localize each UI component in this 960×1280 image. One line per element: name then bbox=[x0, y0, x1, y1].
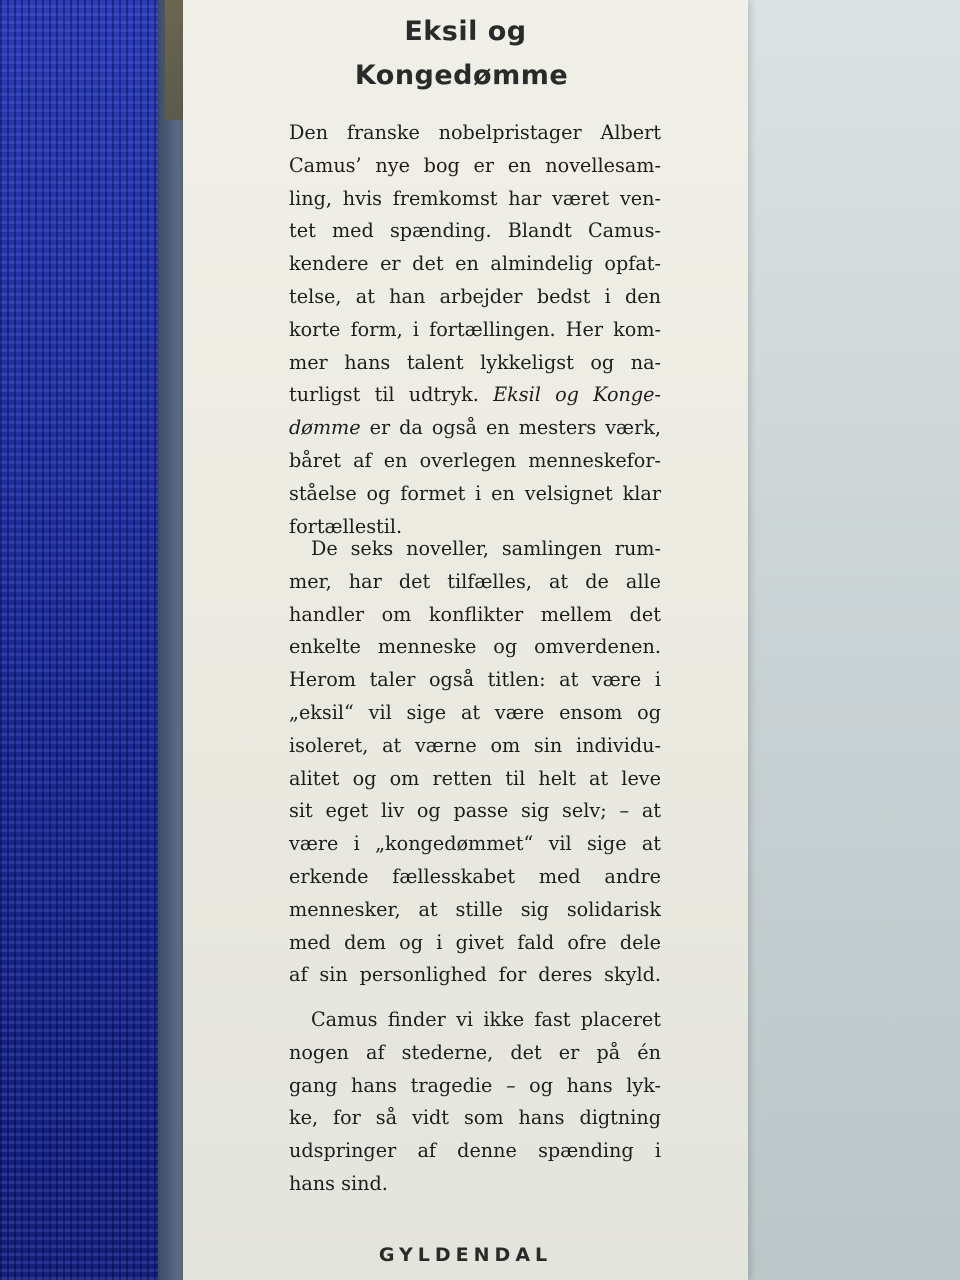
text-line bbox=[289, 379, 661, 412]
text-line: Den franske nobelpristager Albert bbox=[289, 121, 661, 144]
text-line: handler om konflikter mellem det bbox=[289, 602, 661, 626]
text-line: alitet og om retten til helt at leve bbox=[289, 766, 661, 790]
text-line: mennesker, at stille sig solidarisk bbox=[289, 897, 661, 921]
text-line: med dem og i givet fald ofre dele bbox=[289, 930, 661, 954]
text-line: sit eget liv og passe sig selv; – at bbox=[289, 799, 661, 823]
text-line: mer hans talent lykkeligst og na- bbox=[289, 350, 661, 374]
text-line: båret af en overlegen menneskefor- bbox=[289, 448, 661, 472]
paragraph-1 bbox=[289, 117, 661, 543]
text-line: enkelte menneske og omverdenen. bbox=[289, 635, 661, 659]
text-line: erkende fællesskabet med andre bbox=[289, 864, 661, 888]
text-line: „eksil“ vil sige at være ensom og bbox=[289, 700, 661, 724]
book-title-italic: dømme bbox=[289, 416, 361, 440]
text-line: nogen af stederne, det er på én bbox=[289, 1040, 661, 1064]
text-line: fortællestil. bbox=[289, 514, 403, 538]
book-title-italic: Eksil og Konge- bbox=[493, 383, 661, 407]
text-line: af sin personlighed for deres skyld. bbox=[289, 963, 661, 987]
text-line: korte form, i fortællingen. Her kom- bbox=[289, 317, 661, 341]
text-line: gang hans tragedie – og hans lyk- bbox=[289, 1073, 661, 1097]
paragraph-3 bbox=[289, 1004, 661, 1201]
book-jacket-flap bbox=[183, 0, 748, 1280]
text-line: ling, hvis fremkomst har været ven- bbox=[289, 186, 661, 210]
text-segment: turligst til udtryk. bbox=[289, 383, 494, 407]
text-line: ståelse og formet i en velsignet klar bbox=[289, 481, 661, 505]
text-line: telse, at han arbejder bedst i den bbox=[289, 284, 661, 308]
text-line: ke, for så vidt som hans digtning bbox=[289, 1106, 661, 1130]
paragraph-2 bbox=[289, 533, 661, 992]
text-line: kendere er det en almindelig opfat- bbox=[289, 252, 661, 276]
text-line: tet med spænding. Blandt Camus- bbox=[289, 219, 661, 243]
text-line: mer, har det tilfælles, at de alle bbox=[289, 569, 661, 593]
text-line: udspringer af denne spænding i bbox=[289, 1139, 661, 1163]
text-line: være i „kongedømmet“ vil sige at bbox=[289, 832, 661, 856]
text-line: De seks noveller, samlingen rum- bbox=[311, 537, 661, 560]
blue-cloth-background bbox=[0, 0, 175, 1280]
text-line: hans sind. bbox=[289, 1171, 388, 1195]
text-line: Camus’ nye bog er en novellesam- bbox=[289, 153, 661, 177]
text-line bbox=[289, 412, 661, 445]
paper-backdrop bbox=[745, 0, 960, 1280]
publisher-name: GYLDENDAL bbox=[378, 1244, 553, 1266]
text-line: isoleret, at værne om sin individu- bbox=[289, 733, 661, 757]
title-line-2: Kongedømme bbox=[354, 60, 569, 91]
text-segment: er da også en mesters værk, bbox=[360, 416, 661, 440]
text-line: Camus finder vi ikke fast placeret bbox=[311, 1008, 661, 1031]
text-line: Herom taler også titlen: at være i bbox=[289, 668, 661, 692]
title-line-1: Eksil og bbox=[404, 16, 527, 47]
